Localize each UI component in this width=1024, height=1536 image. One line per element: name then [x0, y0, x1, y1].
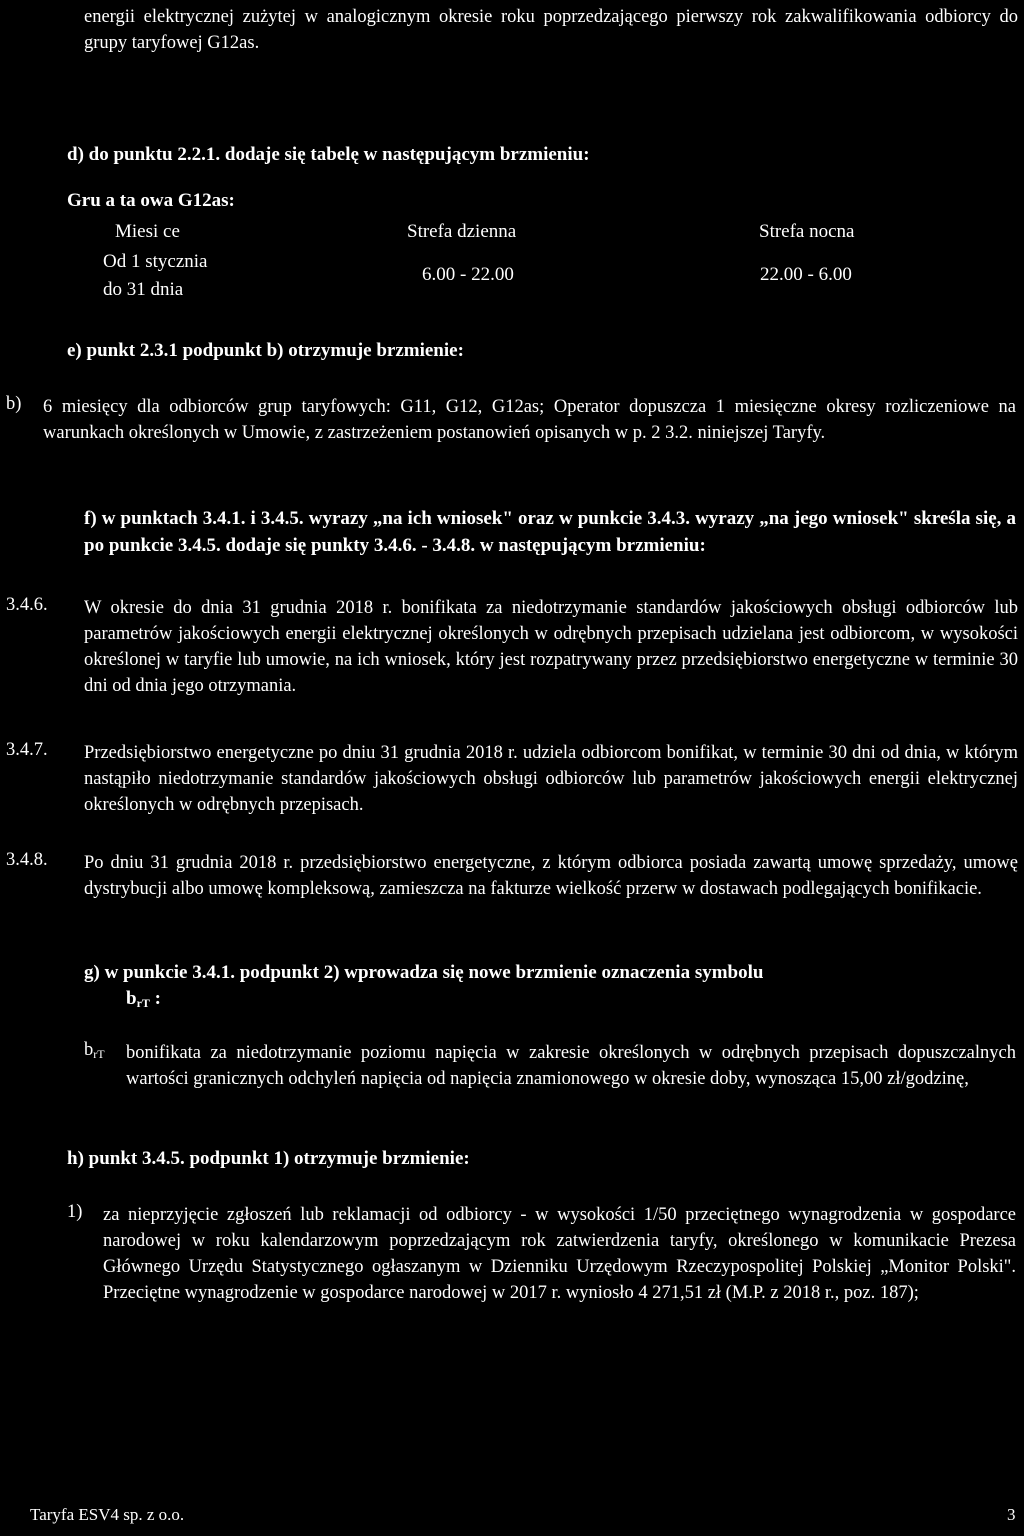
table-header-night-zone: Strefa nocna — [759, 221, 855, 242]
table-header-months: Miesi ce — [115, 221, 180, 242]
table-cell-night-hours: 22.00 - 6.00 — [760, 264, 852, 285]
table-cell-day-hours: 6.00 - 22.00 — [422, 264, 514, 285]
definition-symbol — [84, 1040, 105, 1062]
paragraph-348: Po dniu 31 grudnia 2018 r. przedsiębiorstwo energetyczne, z którym odbiorca posiada zawartą umowę sprzedaży, umowę dystrybucji albo umowę kompleksową, zamieszcza na fakturze wielkość przerw w dostawach podlegających bonifikacie. — [84, 853, 1018, 899]
definition-symbol-main: b — [84, 1040, 94, 1060]
symbol-subscript: rT — [136, 996, 150, 1010]
table-row-period-start: Od 1 stycznia — [103, 251, 208, 272]
paragraph-number-347: 3.4.7. — [6, 740, 48, 760]
table-row-period-end: do 31 dnia — [103, 279, 184, 300]
definition-symbol-subscript: rT — [93, 1047, 105, 1061]
symbol-suffix: : — [149, 988, 161, 1009]
paragraph-346: W okresie do dnia 31 grudnia 2018 r. bonifikata za niedotrzymanie standardów jakościowych obsługi odbiorców lub parametrów jakościowych energii elektrycznej określonych w odrębnych przepisach udzielana jest odbiorcom, w wysokości określonej w taryfie lub umowie, na ich wniosek, który jest rozpatrywany przez przedsiębiorstwo energetyczne w terminie 30 dni od dnia jego otrzymania. — [84, 598, 1018, 696]
section-d-heading: d) do punktu 2.2.1. dodaje się tabelę w następującym brzmieniu: — [67, 144, 590, 165]
definition-text: bonifikata za niedotrzymanie poziomu napięcia w zakresie określonych w odrębnych przepisach dopuszczalnych wartości granicznych odchyleń napięcia od napięcia znamionowego w okresie doby, wynosząca 15,00 zł/godzinę, — [126, 1043, 1016, 1089]
paragraph-number-348: 3.4.8. — [6, 850, 48, 870]
item-label-b: b) — [6, 394, 22, 414]
item-text-b: 6 miesięcy dla odbiorców grup taryfowych: G11, G12, G12as; Operator dopuszcza 1 miesięczne okresy rozliczeniowe na warunkach określonych w Umowie, z zastrzeżeniem postanowień opisanych w p. 2 3.2. niniejszej Taryfy. — [43, 397, 1016, 443]
section-g-heading: g) w punkcie 3.4.1. podpunkt 2) wprowadza się nowe brzmienie oznaczenia symbolu — [84, 962, 764, 983]
tariff-group-label: Gru a ta owa G12as: — [67, 190, 235, 211]
section-e-heading: e) punkt 2.3.1 podpunkt b) otrzymuje brzmienie: — [67, 340, 464, 361]
section-f-heading: f) w punktach 3.4.1. i 3.4.5. wyrazy „na ich wniosek" oraz w punkcie 3.4.3. wyrazy „na jego wniosek" skreśla się, a po punkcie 3.4.5. dodaje się punkty 3.4.6. - 3.4.8. w następującym brzmieniu: — [84, 508, 1016, 556]
item-text-1: za nieprzyjęcie zgłoszeń lub reklamacji od odbiorcy - w wysokości 1/50 przeciętnego wynagrodzenia w gospodarce narodowej w roku kalendarzowym poprzedzającym rok zatwierdzenia taryfy, określonego w komunikacie Prezesa Głównego Urzędu Statystycznego ogłaszanym w Dzienniku Urzędowym Rzeczypospolitej Polskiej „Monitor Polski". Przeciętne wynagrodzenie w gospodarce narodowej w 2017 r. wyniosło 4 271,51 zł (M.P. z 2018 r., poz. 187); — [103, 1205, 1016, 1303]
symbol-main: b — [126, 988, 137, 1009]
paragraph-number-346: 3.4.6. — [6, 595, 48, 615]
section-h-heading: h) punkt 3.4.5. podpunkt 1) otrzymuje brzmienie: — [67, 1148, 470, 1169]
table-header-day-zone: Strefa dzienna — [407, 221, 517, 242]
footer-company: Taryfa ESV4 sp. z o.o. — [30, 1505, 185, 1524]
paragraph-347: Przedsiębiorstwo energetyczne po dniu 31 grudnia 2018 r. udziela odbiorcom bonifikat, w terminie 30 dni od dnia, w którym nastąpiło niedotrzymanie standardów jakościowych obsługi odbiorców lub parametrów jakościowych energii elektrycznej określonych w odrębnych przepisach. — [84, 743, 1018, 815]
intro-paragraph: energii elektrycznej zużytej w analogicznym okresie roku poprzedzającego pierwszy rok zakwalifikowania odbiorcy do grupy taryfowej G12as. — [84, 7, 1018, 53]
symbol-label — [126, 988, 161, 1011]
item-label-1: 1) — [67, 1202, 83, 1222]
page-number: 3 — [1007, 1505, 1016, 1524]
